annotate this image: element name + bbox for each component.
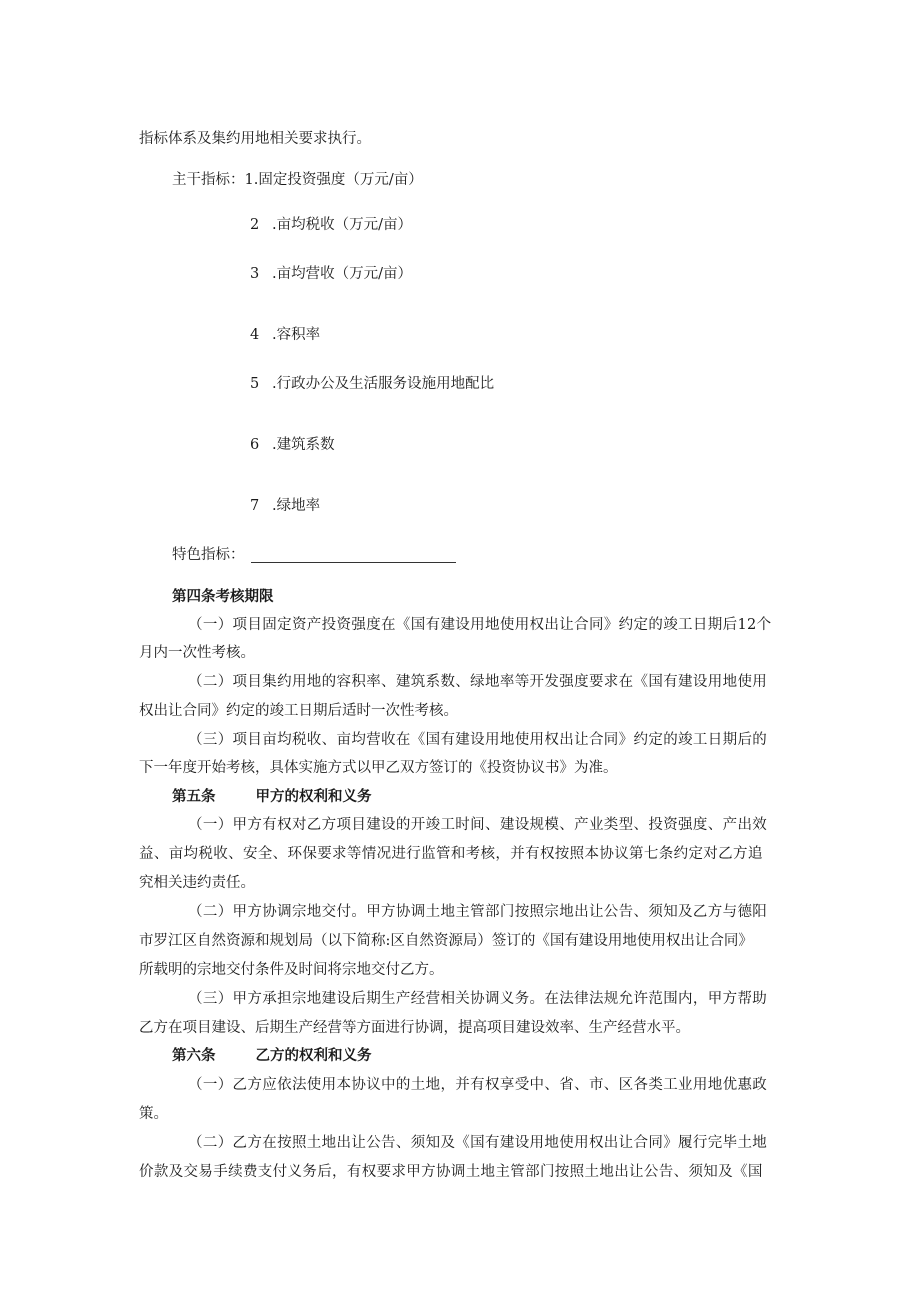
article4-p1-line1: （一）项目固定资产投资强度在《国有建设用地使用权出让合同》约定的竣工日期后12个 <box>188 617 772 633</box>
main-indicator-6: 6 .建筑系数 <box>250 437 335 453</box>
article5-p1-line3: 究相关违约责任。 <box>139 875 255 891</box>
main-indicator-4: 4 .容积率 <box>250 327 321 343</box>
main-indicator-2: 2 .亩均税收（万元/亩） <box>250 217 412 233</box>
main-indicator-5: 5 .行政办公及生活服务设施用地配比 <box>250 376 495 392</box>
article6-p2-line1: （二）乙方在按照土地出让公告、须知及《国有建设用地使用权出让合同》履行完毕土地 <box>188 1135 768 1151</box>
article5-p1-line1: （一）甲方有权对乙方项目建设的开竣工时间、建设规模、产业类型、投资强度、产出效 <box>188 817 768 833</box>
article4-title: 第四条考核期限 <box>172 589 274 605</box>
article6-p2-line2: 价款及交易手续费支付义务后，有权要求甲方协调土地主管部门按照土地出让公告、须知及《国 <box>139 1164 763 1180</box>
article5-p1-line2: 益、亩均税收、安全、环保要求等情况进行监管和考核，并有权按照本协议第七条约定对乙方追 <box>139 846 763 862</box>
article6-p1-line1: （一）乙方应依法使用本协议中的土地，并有权享受中、省、市、区各类工业用地优惠政 <box>188 1077 768 1093</box>
special-indicators-label: 特色指标： <box>172 547 245 563</box>
main-indicators-line <box>172 170 423 190</box>
article5-title: 甲方的权利和义务 <box>255 789 372 805</box>
intro-tail: 指标体系及集约用地相关要求执行。 <box>139 131 371 147</box>
main-indicators-label: 主干指标： <box>172 172 245 188</box>
special-indicators-line <box>172 545 456 565</box>
article4-p3-line1: （三）项目亩均税收、亩均营收在《国有建设用地使用权出让合同》约定的竣工日期后的 <box>188 732 768 748</box>
article4-p2-line1: （二）项目集约用地的容积率、建筑系数、绿地率等开发强度要求在《国有建设用地使用 <box>188 674 768 690</box>
article6-p1-line2: 策。 <box>139 1106 168 1122</box>
article5-p2-line2: 市罗江区自然资源和规划局（以下简称:区自然资源局）签订的《国有建设用地使用权出让合同》 <box>139 933 753 949</box>
article4-p3-line2: 下一年度开始考核，具体实施方式以甲乙双方签订的《投资协议书》为准。 <box>139 760 618 776</box>
article5-p3-line2: 乙方在项目建设、后期生产经营等方面进行协调，提高项目建设效率、生产经营水平。 <box>139 1020 690 1036</box>
article5-p2-line1: （二）甲方协调宗地交付。甲方协调土地主管部门按照宗地出让公告、须知及乙方与德阳 <box>188 904 768 920</box>
article6-number: 第六条 <box>172 1048 216 1064</box>
article5-heading <box>172 787 372 807</box>
article4-p2-line2: 权出让合同》约定的竣工日期后适时一次性考核。 <box>139 703 458 719</box>
article4-p1-line2: 月内一次性考核。 <box>139 645 255 661</box>
main-indicator-1: 1.固定投资强度（万元/亩） <box>244 172 423 188</box>
main-indicator-3: 3 .亩均营收（万元/亩） <box>250 266 412 282</box>
article5-number: 第五条 <box>172 789 216 805</box>
article5-p2-line3: 所载明的宗地交付条件及时间将宗地交付乙方。 <box>139 962 444 978</box>
article6-heading <box>172 1046 372 1066</box>
article5-p3-line1: （三）甲方承担宗地建设后期生产经营相关协调义务。在法律法规允许范围内，甲方帮助 <box>188 991 768 1007</box>
special-indicators-blank <box>251 548 456 563</box>
main-indicator-7: 7 .绿地率 <box>250 498 321 514</box>
article6-title: 乙方的权利和义务 <box>255 1048 372 1064</box>
